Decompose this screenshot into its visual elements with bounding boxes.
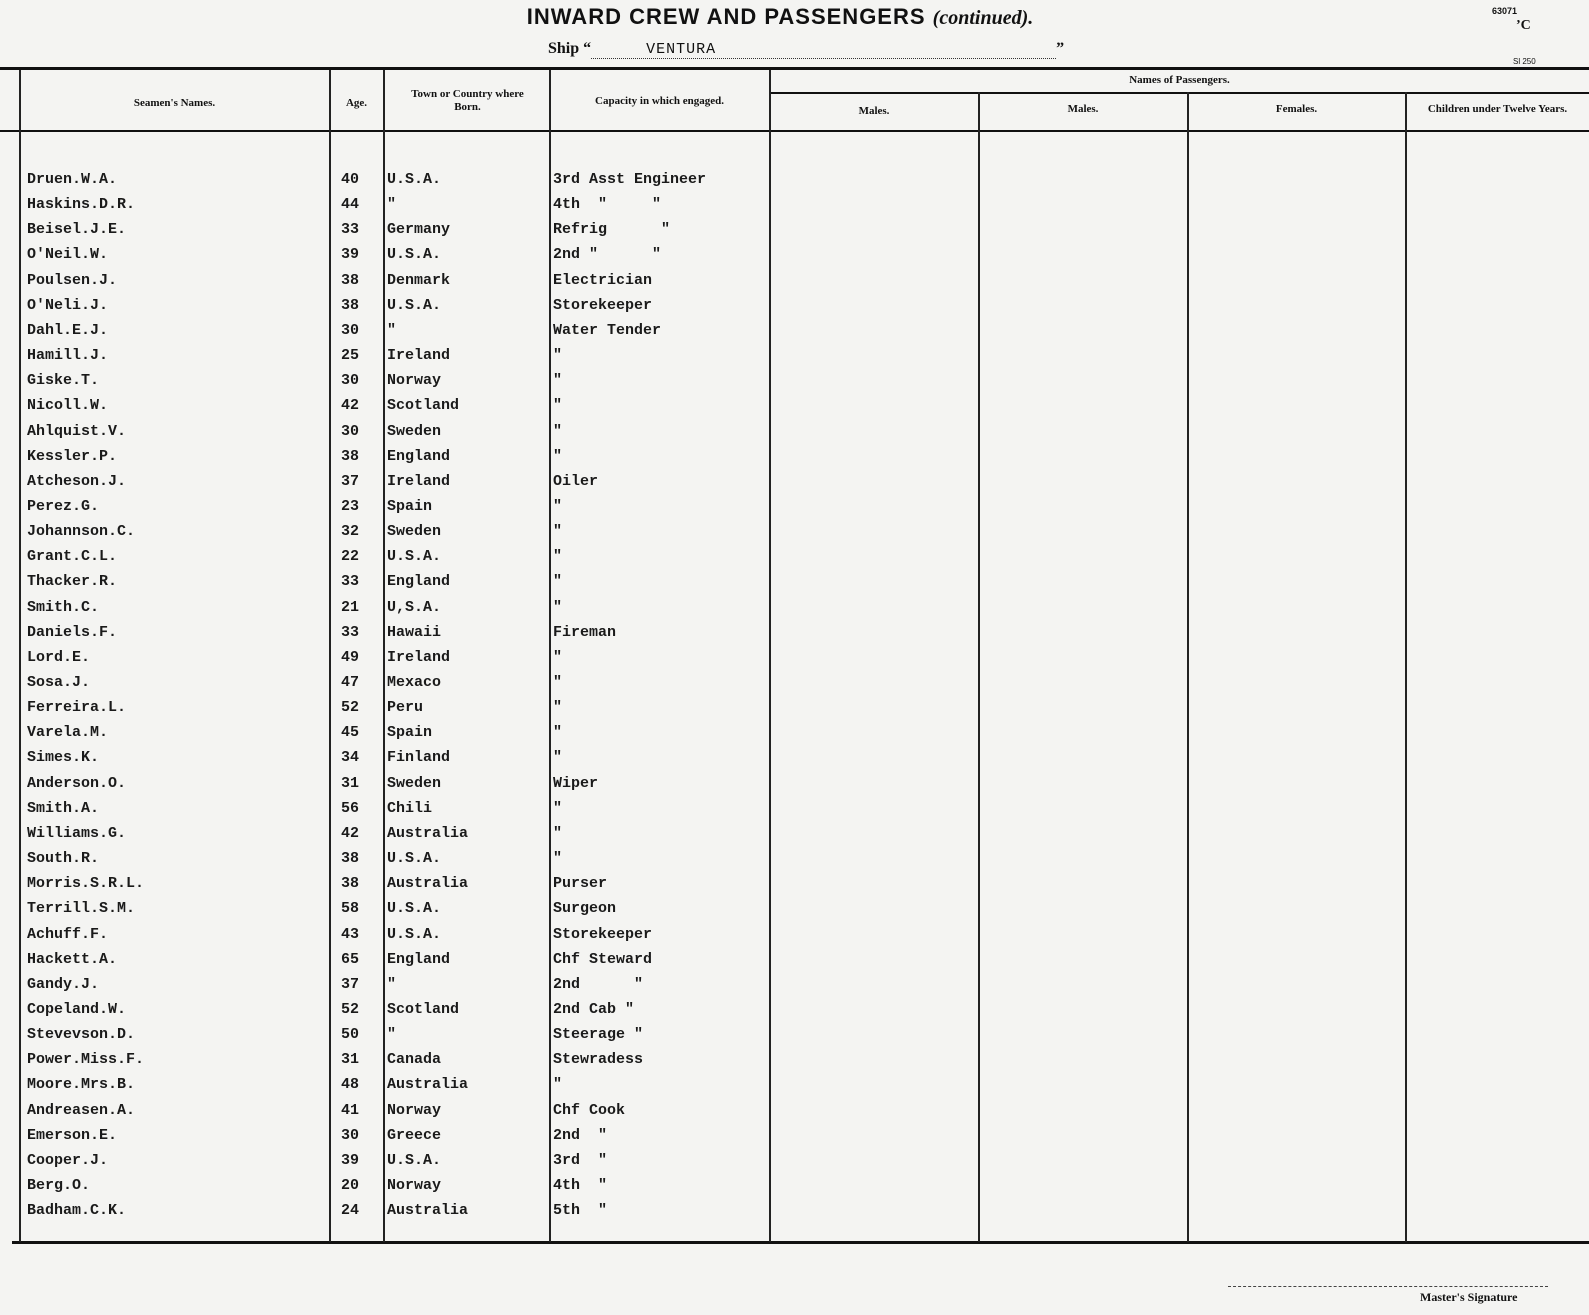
seaman-age: 65	[340, 950, 359, 968]
seaman-age: 47	[340, 674, 359, 691]
seaman-name: Copeland.W.	[27, 1000, 127, 1018]
passengers-subheader-rule	[770, 92, 1589, 94]
seaman-capacity: Surgeon	[553, 900, 617, 918]
table-row	[0, 347, 1589, 372]
form-code: Sl 250	[1513, 57, 1536, 66]
seaman-name: South.R.	[27, 850, 100, 867]
seaman-name: Haskins.D.R.	[27, 196, 136, 214]
table-row	[0, 423, 1589, 448]
seaman-age: 52	[340, 1000, 359, 1018]
seaman-capacity: "	[553, 850, 563, 867]
seaman-birthplace: Canada	[387, 1051, 442, 1069]
seaman-age: 39	[340, 1151, 359, 1169]
seaman-birthplace: U.S.A.	[387, 171, 442, 188]
table-row	[0, 749, 1589, 774]
table-row	[0, 1102, 1589, 1127]
table-row	[0, 397, 1589, 422]
seaman-capacity: "	[553, 422, 563, 440]
header-capacity: Capacity in which engaged.	[595, 95, 724, 107]
seaman-age: 30	[340, 321, 359, 339]
title-text: INWARD CREW AND PASSENGERS	[526, 4, 926, 29]
seaman-capacity: "	[553, 824, 563, 842]
seaman-capacity: Refrig "	[553, 221, 671, 239]
seaman-name: Ferreira.L.	[27, 699, 127, 717]
table-row	[0, 448, 1589, 473]
seaman-name: Ahlquist.V.	[27, 422, 127, 440]
seaman-capacity: 4th " "	[553, 196, 662, 214]
header-children: Children under Twelve Years.	[1427, 103, 1568, 115]
table-row	[0, 900, 1589, 925]
table-row	[0, 322, 1589, 347]
table-row	[0, 1152, 1589, 1177]
table-row	[0, 976, 1589, 1001]
seaman-birthplace: Denmark	[387, 271, 451, 289]
seaman-name: Berg.O.	[27, 1177, 91, 1194]
header-passengers-group: Names of Passengers.	[1129, 74, 1230, 86]
seaman-capacity: Purser	[553, 875, 608, 893]
seaman-name: Terrill.S.M.	[27, 900, 136, 918]
seaman-name: Johannson.C.	[27, 523, 136, 541]
seaman-capacity: Steerage "	[553, 1026, 644, 1044]
table-bottom-rule	[12, 1241, 1589, 1244]
seaman-name: Andreasen.A.	[27, 1101, 136, 1119]
seaman-age: 37	[340, 472, 359, 490]
seaman-capacity: 2nd Cab "	[553, 1000, 635, 1018]
table-row	[0, 246, 1589, 271]
seaman-age: 25	[340, 347, 359, 364]
table-row	[0, 297, 1589, 322]
seaman-capacity: Chf Cook	[553, 1101, 626, 1119]
table-row	[0, 523, 1589, 548]
table-row	[0, 548, 1589, 573]
seaman-name: Smith.C.	[27, 598, 100, 616]
seaman-birthplace: Spain	[387, 724, 433, 742]
seaman-age: 38	[340, 447, 359, 465]
header-bottom-rule	[0, 130, 1589, 132]
table-row	[0, 699, 1589, 724]
table-row	[0, 599, 1589, 624]
seaman-name: Perez.G.	[27, 497, 100, 515]
seaman-age: 31	[340, 774, 359, 792]
seaman-age: 56	[340, 799, 359, 817]
seaman-age: 30	[340, 422, 359, 440]
seaman-name: Cooper.J.	[27, 1151, 109, 1169]
seaman-name: Druen.W.A.	[27, 171, 118, 188]
seaman-age: 31	[340, 1051, 359, 1069]
seaman-age: 38	[340, 271, 359, 289]
seaman-capacity: "	[553, 497, 563, 515]
table-row	[0, 498, 1589, 523]
table-row	[0, 1051, 1589, 1076]
table-row	[0, 272, 1589, 297]
table-row	[0, 1026, 1589, 1051]
form-mark: ’C	[1516, 18, 1531, 33]
seaman-name: Kessler.P.	[27, 447, 118, 465]
table-row	[0, 1177, 1589, 1202]
seaman-capacity: Electrician	[553, 271, 653, 289]
seaman-capacity: Chf Steward	[553, 950, 653, 968]
table-row	[0, 800, 1589, 825]
ship-label: Ship “	[548, 40, 592, 57]
seaman-capacity: "	[553, 397, 563, 415]
seaman-birthplace: Australia	[387, 824, 469, 842]
seaman-name: Morris.S.R.L.	[27, 875, 145, 893]
seaman-age: 30	[340, 372, 359, 390]
seaman-capacity: Water Tender	[553, 321, 662, 339]
page-title	[0, 4, 1560, 30]
seaman-capacity: Wiper	[553, 774, 599, 792]
header-males-2: Males.	[1067, 103, 1099, 115]
seaman-age: 39	[340, 246, 359, 264]
table-row	[0, 473, 1589, 498]
seaman-age: 34	[340, 749, 359, 767]
seaman-capacity: "	[553, 447, 563, 465]
seaman-birthplace: U.S.A.	[387, 850, 442, 867]
seaman-birthplace: Sweden	[387, 774, 442, 792]
signature-line	[1228, 1286, 1548, 1287]
seaman-birthplace: England	[387, 573, 451, 591]
signature-label: Master's Signature	[1420, 1290, 1518, 1304]
seaman-age: 50	[340, 1026, 359, 1044]
seaman-name: Sosa.J.	[27, 674, 91, 691]
seaman-age: 24	[340, 1202, 359, 1220]
seaman-capacity: 5th "	[553, 1202, 608, 1220]
seaman-age: 32	[340, 523, 359, 541]
seaman-age: 40	[340, 171, 359, 188]
seaman-age: 20	[340, 1177, 359, 1194]
seaman-name: O'Neil.W.	[27, 246, 109, 264]
seaman-age: 58	[340, 900, 359, 918]
seaman-name: Williams.G.	[27, 824, 127, 842]
seaman-name: Grant.C.L.	[27, 548, 118, 566]
table-row	[0, 825, 1589, 850]
seaman-capacity: Fireman	[553, 623, 617, 641]
seaman-capacity: "	[553, 347, 563, 364]
table-row	[0, 926, 1589, 951]
seaman-birthplace: England	[387, 950, 451, 968]
seaman-age: 49	[340, 648, 359, 666]
seaman-birthplace: Peru	[387, 699, 424, 717]
table-row	[0, 875, 1589, 900]
seaman-age: 43	[340, 925, 359, 943]
seaman-name: Atcheson.J.	[27, 472, 127, 490]
header-females: Females.	[1275, 103, 1318, 115]
seaman-name: Dahl.E.J.	[27, 321, 109, 339]
seaman-age: 21	[340, 598, 359, 616]
seaman-birthplace: "	[387, 196, 397, 214]
seaman-birthplace: "	[387, 1026, 397, 1044]
header-seamen-names: Seamen's Names.	[133, 97, 216, 109]
seaman-age: 33	[340, 573, 359, 591]
ship-field	[548, 40, 1064, 59]
seaman-capacity: "	[553, 1076, 563, 1094]
seaman-age: 45	[340, 724, 359, 742]
table-row	[0, 649, 1589, 674]
seaman-name: Poulsen.J.	[27, 271, 118, 289]
seaman-birthplace: Norway	[387, 372, 442, 390]
seaman-capacity: "	[553, 749, 563, 767]
ship-name: VENTURA	[591, 41, 1056, 59]
seaman-birthplace: Norway	[387, 1101, 442, 1119]
seaman-capacity: "	[553, 674, 563, 691]
seaman-capacity: Oiler	[553, 472, 599, 490]
ship-close-quote: ”	[1056, 40, 1065, 57]
seaman-age: 22	[340, 548, 359, 566]
seaman-name: Moore.Mrs.B.	[27, 1076, 136, 1094]
seaman-capacity: "	[553, 724, 563, 742]
table-row	[0, 196, 1589, 221]
seaman-name: Emerson.E.	[27, 1126, 118, 1144]
seaman-birthplace: U.S.A.	[387, 900, 442, 918]
seaman-capacity: Storekeeper	[553, 296, 653, 314]
seaman-birthplace: Scotland	[387, 1000, 460, 1018]
seaman-age: 37	[340, 975, 359, 993]
seaman-capacity: "	[553, 523, 563, 541]
seaman-birthplace: Chili	[387, 799, 433, 817]
seaman-name: Beisel.J.E.	[27, 221, 127, 239]
header-town-country: Town or Country where Born.	[411, 88, 524, 113]
seaman-name: Smith.A.	[27, 799, 100, 817]
seaman-capacity: 3rd Asst Engineer	[553, 171, 707, 188]
seaman-birthplace: U.S.A.	[387, 1151, 442, 1169]
seaman-capacity: 2nd "	[553, 975, 644, 993]
seaman-capacity: "	[553, 372, 563, 390]
seaman-birthplace: "	[387, 321, 397, 339]
seaman-age: 23	[340, 497, 359, 515]
seaman-birthplace: Norway	[387, 1177, 442, 1194]
seaman-birthplace: Australia	[387, 875, 469, 893]
seaman-birthplace: U.S.A.	[387, 548, 442, 566]
seaman-age: 48	[340, 1076, 359, 1094]
seaman-birthplace: Sweden	[387, 422, 442, 440]
seaman-capacity: "	[553, 548, 563, 566]
table-row	[0, 221, 1589, 246]
seaman-capacity: 3rd "	[553, 1151, 608, 1169]
seaman-name: Hackett.A.	[27, 950, 118, 968]
seaman-age: 38	[340, 875, 359, 893]
seaman-age: 33	[340, 221, 359, 239]
seaman-capacity: 4th "	[553, 1177, 608, 1194]
seaman-name: Stevevson.D.	[27, 1026, 136, 1044]
seaman-age: 44	[340, 196, 359, 214]
seaman-birthplace: U.S.A.	[387, 925, 442, 943]
table-row	[0, 1001, 1589, 1026]
table-row	[0, 171, 1589, 196]
seaman-birthplace: Germany	[387, 221, 451, 239]
seaman-name: Anderson.O.	[27, 774, 127, 792]
seaman-capacity: "	[553, 573, 563, 591]
seaman-birthplace: "	[387, 975, 397, 993]
title-suffix: (continued).	[932, 7, 1034, 29]
header-males-1: Males.	[858, 105, 890, 117]
seaman-name: Simes.K.	[27, 749, 100, 767]
seaman-birthplace: Greece	[387, 1126, 442, 1144]
table-top-rule	[0, 67, 1589, 70]
seaman-age: 41	[340, 1101, 359, 1119]
form-number: 63071	[1492, 6, 1518, 16]
table-row	[0, 573, 1589, 598]
seaman-name: Hamill.J.	[27, 347, 109, 364]
table-row	[0, 1076, 1589, 1101]
seaman-birthplace: England	[387, 447, 451, 465]
seaman-birthplace: Spain	[387, 497, 433, 515]
seaman-age: 38	[340, 850, 359, 867]
table-row	[0, 372, 1589, 397]
table-row	[0, 1127, 1589, 1152]
seaman-name: Lord.E.	[27, 648, 91, 666]
seaman-birthplace: U.S.A.	[387, 246, 442, 264]
seaman-age: 30	[340, 1126, 359, 1144]
seaman-capacity: Stewradess	[553, 1051, 644, 1069]
table-row	[0, 951, 1589, 976]
seaman-age: 42	[340, 397, 359, 415]
seaman-birthplace: Ireland	[387, 472, 451, 490]
seaman-name: Varela.M.	[27, 724, 109, 742]
seaman-birthplace: Mexaco	[387, 674, 442, 691]
table-row	[0, 624, 1589, 649]
seaman-name: Daniels.F.	[27, 623, 118, 641]
seaman-birthplace: Hawaii	[387, 623, 442, 641]
seaman-name: Power.Miss.F.	[27, 1051, 145, 1069]
seaman-birthplace: Australia	[387, 1202, 469, 1220]
seaman-age: 52	[340, 699, 359, 717]
seaman-capacity: Storekeeper	[553, 925, 653, 943]
seaman-name: Nicoll.W.	[27, 397, 109, 415]
seaman-capacity: 2nd " "	[553, 246, 662, 264]
seaman-name: Giske.T.	[27, 372, 100, 390]
seaman-name: Gandy.J.	[27, 975, 100, 993]
seaman-birthplace: Scotland	[387, 397, 460, 415]
seaman-birthplace: Sweden	[387, 523, 442, 541]
seaman-birthplace: Ireland	[387, 648, 451, 666]
table-row	[0, 1202, 1589, 1227]
seaman-capacity: "	[553, 598, 563, 616]
seaman-birthplace: Australia	[387, 1076, 469, 1094]
seaman-capacity: "	[553, 799, 563, 817]
seaman-age: 42	[340, 824, 359, 842]
seaman-birthplace: Finland	[387, 749, 451, 767]
seaman-age: 33	[340, 623, 359, 641]
seaman-birthplace: U,S.A.	[387, 598, 442, 616]
table-row	[0, 850, 1589, 875]
seaman-capacity: "	[553, 648, 563, 666]
table-row	[0, 674, 1589, 699]
table-row	[0, 724, 1589, 749]
seaman-capacity: "	[553, 699, 563, 717]
seaman-capacity: 2nd "	[553, 1126, 608, 1144]
seaman-name: Badham.C.K.	[27, 1202, 127, 1220]
seaman-name: Thacker.R.	[27, 573, 118, 591]
table-row	[0, 775, 1589, 800]
header-age: Age.	[345, 97, 368, 109]
seaman-name: Achuff.F.	[27, 925, 109, 943]
seaman-name: O'Neli.J.	[27, 296, 109, 314]
seaman-birthplace: U.S.A.	[387, 296, 442, 314]
seaman-birthplace: Ireland	[387, 347, 451, 364]
seaman-age: 38	[340, 296, 359, 314]
